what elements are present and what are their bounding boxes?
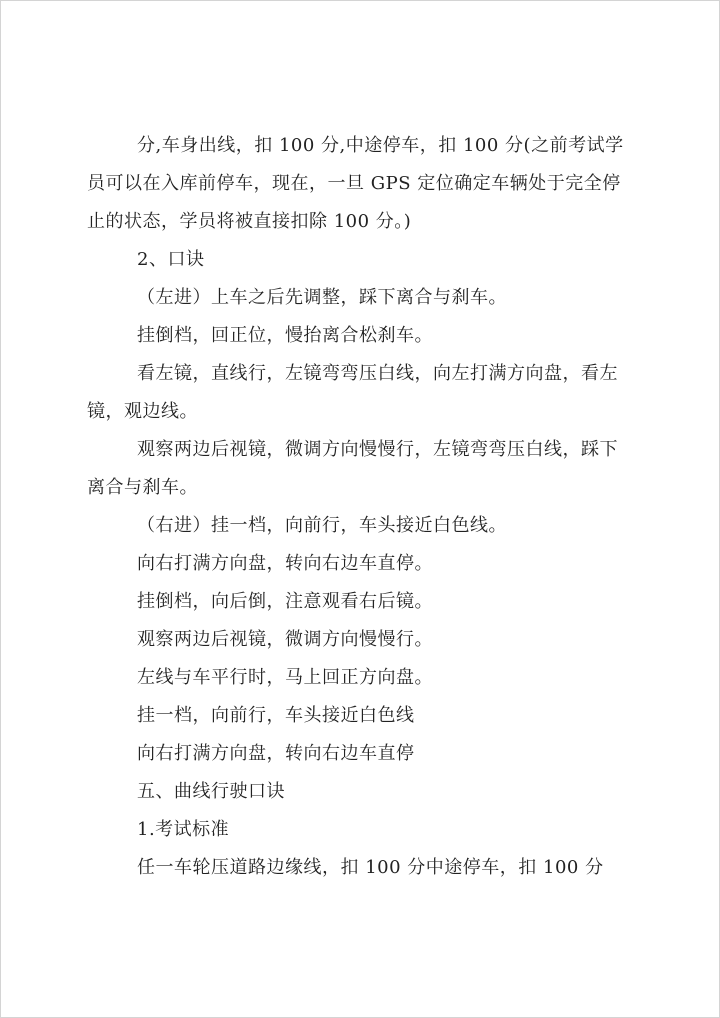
- text-line: 挂一档，向前行，车头接近白色线: [137, 705, 415, 726]
- text-line: 观察两边后视镜，微调方向慢慢行，左镜弯弯压白线，踩下: [137, 439, 618, 460]
- text-line: （左进）上车之后先调整，踩下离合与刹车。: [137, 287, 507, 308]
- text-line: 左线与车平行时，马上回正方向盘。: [137, 667, 433, 688]
- document-body: [87, 127, 635, 887]
- section-heading: 2、口诀: [137, 249, 205, 270]
- text-line: 离合与刹车。: [87, 477, 198, 498]
- text-line: 向右打满方向盘，转向右边车直停。: [137, 553, 433, 574]
- section-heading: 五、曲线行驶口诀: [137, 781, 285, 802]
- text-line: 分,车身出线，扣 100 分,中途停车，扣 100 分(之前考试学: [137, 135, 624, 156]
- text-line: 观察两边后视镜，微调方向慢慢行。: [137, 629, 433, 650]
- text-line: 挂倒档，回正位，慢抬离合松刹车。: [137, 325, 433, 346]
- text-line: 镜，观边线。: [87, 401, 198, 422]
- text-line: 员可以在入库前停车，现在，一旦 GPS 定位确定车辆处于完全停: [87, 173, 621, 194]
- text-line: 看左镜，直线行，左镜弯弯压白线，向左打满方向盘，看左: [137, 363, 618, 384]
- text-line: （右进）挂一档，向前行，车头接近白色线。: [137, 515, 507, 536]
- subsection-heading: 1.考试标准: [137, 819, 230, 840]
- text-line: 止的状态，学员将被直接扣除 100 分。): [87, 211, 412, 232]
- text-line: 任一车轮压道路边缘线，扣 100 分中途停车，扣 100 分: [137, 857, 604, 878]
- text-line: 挂倒档，向后倒，注意观看右后镜。: [137, 591, 433, 612]
- text-line: 向右打满方向盘，转向右边车直停: [137, 743, 415, 764]
